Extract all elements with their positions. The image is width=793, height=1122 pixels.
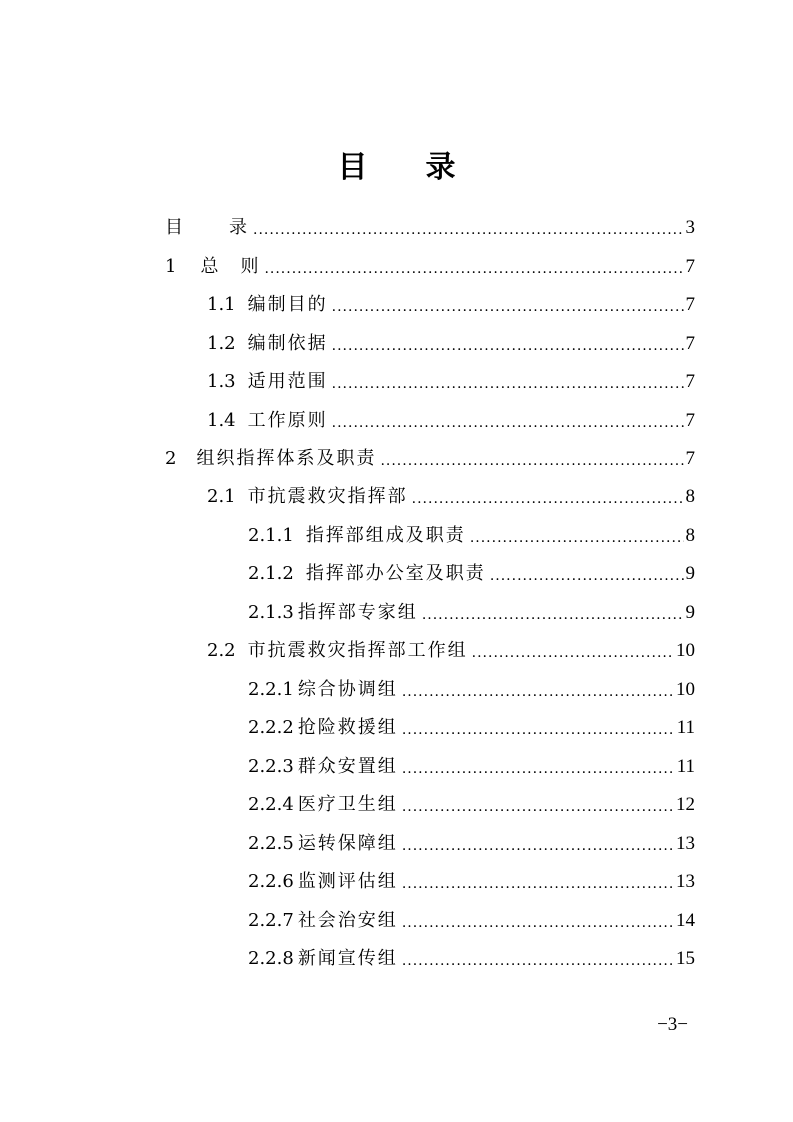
toc-entry-page: 11 [676,756,695,777]
toc-entry-text: 总 则 [200,256,261,277]
toc-entry[interactable] [165,249,695,279]
toc-entry[interactable] [207,403,695,433]
toc-leader-dots [332,297,684,317]
toc-entry-number: 2.1.3 [248,602,294,623]
toc-entry-page: 7 [685,410,695,431]
toc-entry-page: 8 [685,486,695,507]
toc-entry-label [248,678,398,702]
toc-entry-text: 社会治安组 [297,910,398,931]
toc-entry[interactable] [207,479,695,509]
toc-entry[interactable] [207,364,695,394]
toc-leader-dots [332,336,684,356]
toc-entry[interactable] [248,710,695,740]
toc-entry-label [248,524,466,548]
toc-entry-label [165,447,376,471]
toc-entry[interactable] [248,518,695,548]
toc-entry[interactable] [248,749,695,779]
toc-entry[interactable] [248,787,695,817]
toc-entry[interactable] [165,441,695,471]
toc-leader-dots [402,836,674,856]
toc-entry-text: 指挥部专家组 [297,602,418,623]
toc-leader-dots [412,489,684,509]
toc-entry-label [248,562,486,586]
toc-leader-dots [402,913,674,933]
toc-entry-page: 13 [676,833,695,854]
toc-entry-text: 运转保障组 [297,833,398,854]
toc-entry-number: 2.2.3 [248,756,294,777]
toc-entry-label [165,255,260,279]
toc-entry[interactable] [207,633,695,663]
toc-leader-dots [332,374,684,394]
toc-leader-dots [472,643,674,663]
toc-entry-number: 1.2 [207,333,236,354]
toc-entry-number: 2.2.2 [248,717,294,738]
toc-leader-dots [402,951,674,971]
toc-entry-page: 10 [676,679,695,700]
toc-entry-label [248,832,398,856]
toc-entry-number: 2.2.6 [248,871,294,892]
toc-entry[interactable] [248,672,695,702]
toc-entry-text: 新闻宣传组 [297,948,398,969]
toc-entry-number: 2.2.1 [248,679,294,700]
toc-entry-page: 7 [685,371,695,392]
toc-entry-text: 适用范围 [247,371,328,392]
toc-leader-dots [402,797,674,817]
toc-entry[interactable] [248,941,695,971]
toc-entry-text: 指挥部办公室及职责 [305,563,486,584]
toc-entry-text: 录 [229,217,249,238]
toc-entry-number: 2.2.7 [248,910,294,931]
page-title-char-2: 录 [425,150,456,185]
toc-entry[interactable] [248,556,695,586]
toc-entry-text: 抢险救援组 [297,717,398,738]
toc-entry-number: 2.2.5 [248,833,294,854]
page-title-char-1: 目 [337,150,368,185]
toc-entry-number: 2.2.4 [248,794,294,815]
toc-entry-page: 9 [685,602,695,623]
toc-entry[interactable] [165,210,695,240]
toc-entry-page: 14 [676,910,695,931]
toc-leader-dots [470,528,684,548]
toc-entry-label [248,947,398,971]
toc-entry-page: 3 [685,217,695,238]
toc-entry-page: 13 [676,871,695,892]
toc-leader-dots [332,413,684,433]
toc-leader-dots [490,566,684,586]
toc-entry-label [207,293,328,317]
toc-entry-text: 监测评估组 [297,871,398,892]
toc-entry-page: 11 [676,717,695,738]
toc-entry[interactable] [248,595,695,625]
toc-entry-text: 编制依据 [247,333,328,354]
toc-leader-dots [402,682,674,702]
toc-entry-label [207,485,408,509]
toc-entry-text: 指挥部组成及职责 [305,525,466,546]
toc-entry-page: 12 [676,794,695,815]
toc-entry-page: 7 [685,294,695,315]
page-number-footer: −3− [657,1014,688,1035]
toc-entry-label [248,755,398,779]
toc-entry[interactable] [248,864,695,894]
toc-entry-page: 7 [685,333,695,354]
toc-leader-dots [264,259,683,279]
toc-entry-text: 医疗卫生组 [297,794,398,815]
toc-entry-text: 市抗震救灾指挥部 [247,486,408,507]
toc-leader-dots [402,759,675,779]
toc-entry-number: 目 [165,217,183,238]
toc-entry-text: 综合协调组 [297,679,398,700]
toc-entry-text: 工作原则 [247,410,328,431]
toc-entry-number: 2.1.1 [248,525,294,546]
toc-entry-page: 15 [676,948,695,969]
toc-entry-page: 7 [685,448,695,469]
toc-leader-dots [380,451,683,471]
toc-leader-dots [422,605,684,625]
toc-entry-label [248,716,398,740]
toc-entry[interactable] [207,326,695,356]
toc-entry-label [248,601,418,625]
toc-entry-label [207,332,328,356]
toc-entry-label [207,639,468,663]
toc-entry-number: 2.2 [207,640,236,661]
toc-entry[interactable] [248,826,695,856]
toc-entry-number: 1 [165,256,177,277]
toc-entry-number: 1.3 [207,371,236,392]
toc-entry-number: 2.2.8 [248,948,294,969]
toc-entry-label [248,909,398,933]
toc-entry-number: 2 [165,448,177,469]
toc-entry-label [207,409,328,433]
toc-entry-label [248,870,398,894]
toc-leader-dots [402,874,674,894]
toc-entry-text: 组织指挥体系及职责 [196,448,377,469]
toc-leader-dots [253,220,684,240]
toc-entry-label [165,216,249,240]
toc-entry-page: 10 [676,640,695,661]
toc-entry-number: 2.1.2 [248,563,294,584]
toc-entry-page: 7 [685,256,695,277]
toc-leader-dots [402,720,675,740]
toc-entry-text: 市抗震救灾指挥部工作组 [247,640,468,661]
toc-entry-number: 2.1 [207,486,236,507]
toc-entry[interactable] [207,287,695,317]
toc-entry-page: 9 [685,563,695,584]
toc-entry-text: 群众安置组 [297,756,398,777]
toc-entry[interactable] [248,903,695,933]
toc-entry-text: 编制目的 [247,294,328,315]
toc-entry-number: 1.1 [207,294,236,315]
toc-entry-label [207,370,328,394]
toc-entry-number: 1.4 [207,410,236,431]
toc-entry-label [248,793,398,817]
toc-entry-page: 8 [685,525,695,546]
